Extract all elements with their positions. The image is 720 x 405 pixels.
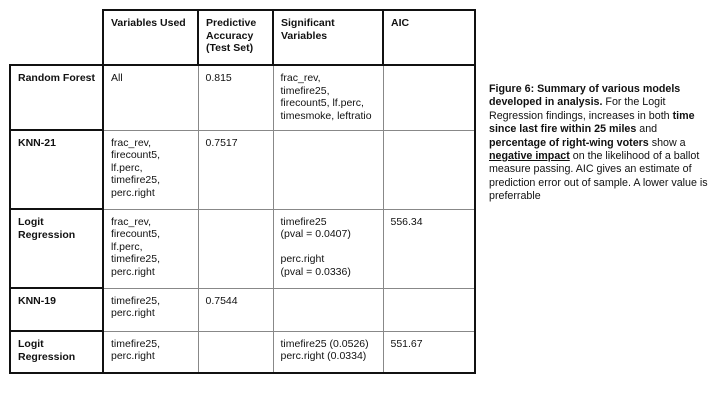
model-name: KNN-21 xyxy=(10,130,103,209)
significant-variables-cell: timefire25 (0.0526) perc.right (0.0334) xyxy=(273,331,383,373)
caption-title: Figure 6: Summary of various models developed in analysis. xyxy=(489,83,681,109)
header-variables-used: Variables Used xyxy=(103,10,198,65)
variables-used-cell: All xyxy=(103,65,198,130)
accuracy-cell: 0.7544 xyxy=(198,288,273,331)
table-row xyxy=(10,288,475,331)
table-row xyxy=(10,65,475,130)
aic-cell xyxy=(383,130,475,209)
aic-cell: 551.67 xyxy=(383,331,475,373)
caption-text: For the Logit Regression findings, increases in both xyxy=(489,96,673,122)
significant-variables-cell: timefire25 (pval = 0.0407) perc.right (pval = 0.0336) xyxy=(273,209,383,288)
caption-emphasis-right-wing: percentage of right-wing voters xyxy=(489,136,649,149)
model-name: Logit Regression xyxy=(10,209,103,288)
aic-cell: 556.34 xyxy=(383,209,475,288)
variables-used-cell: timefire25, perc.right xyxy=(103,331,198,373)
accuracy-cell: 0.7517 xyxy=(198,130,273,209)
model-name: Random Forest xyxy=(10,65,103,130)
header-significant-variables: Significant Variables xyxy=(273,10,383,65)
table-row xyxy=(10,331,475,373)
accuracy-cell: 0.815 xyxy=(198,65,273,130)
significant-variables-cell xyxy=(273,130,383,209)
significant-variables-cell: frac_rev, timefire25, firecount5, lf.perc, timesmoke, leftratio xyxy=(273,65,383,130)
header-aic: AIC xyxy=(383,10,475,65)
caption-text: show a xyxy=(648,136,686,149)
accuracy-cell xyxy=(198,209,273,288)
variables-used-cell: timefire25, perc.right xyxy=(103,288,198,331)
variables-used-cell: frac_rev, firecount5, lf.perc, timefire25, perc.right xyxy=(103,209,198,288)
model-name: KNN-19 xyxy=(10,288,103,331)
table-row xyxy=(10,209,475,288)
aic-cell xyxy=(383,65,475,130)
aic-cell xyxy=(383,288,475,331)
caption-text: and xyxy=(636,123,658,136)
variables-used-cell: frac_rev, firecount5, lf.perc, timefire25, perc.right xyxy=(103,130,198,209)
model-summary-table xyxy=(9,9,476,374)
header-corner-cell xyxy=(10,10,103,65)
model-name: Logit Regression xyxy=(10,331,103,373)
accuracy-cell xyxy=(198,331,273,373)
caption-emphasis-time-since-fire: time since last fire within 25 miles xyxy=(489,109,695,136)
header-predictive-accuracy: Predictive Accuracy (Test Set) xyxy=(198,10,273,65)
caption-text: on the likelihood of a ballot measure passing. AIC gives an estimate of prediction error out of sample. A lower value is preferrable xyxy=(489,150,708,203)
table-row xyxy=(10,130,475,209)
figure-caption xyxy=(489,83,711,204)
caption-emphasis-negative-impact: negative impact xyxy=(489,150,570,163)
significant-variables-cell xyxy=(273,288,383,331)
header-row xyxy=(10,10,475,65)
